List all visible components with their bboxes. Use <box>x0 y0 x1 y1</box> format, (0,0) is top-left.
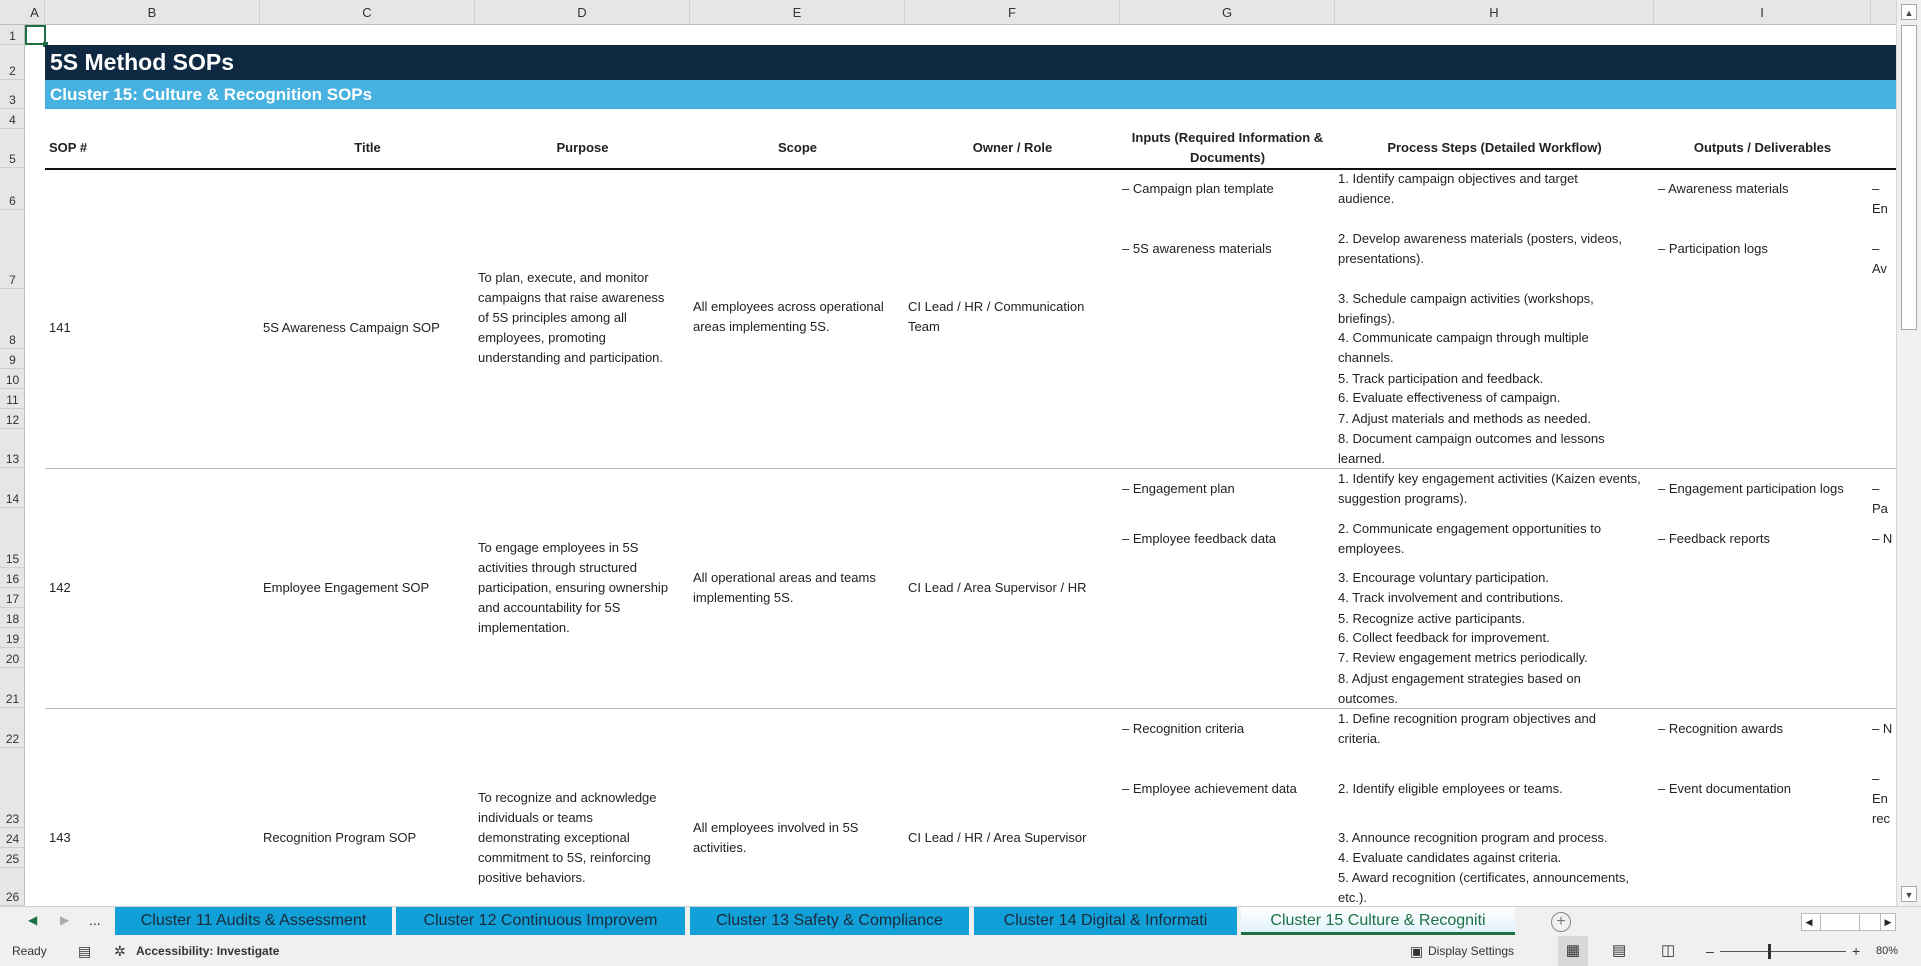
row-header-19[interactable]: 19 <box>0 628 25 648</box>
column-header-b[interactable]: B <box>45 0 260 25</box>
sop-output: – Participation logs <box>1658 241 1768 256</box>
zoom-out-icon[interactable]: – <box>1706 943 1714 959</box>
sop-purpose: To plan, execute, and monitor campaigns that raise awareness of 5S principles among all employees, promoting understanding and participation. <box>478 270 665 365</box>
header-process-steps: Process Steps (Detailed Workflow) <box>1387 140 1602 155</box>
row-headers <box>0 25 25 906</box>
scroll-down-arrow-icon[interactable]: ▼ <box>1901 886 1917 902</box>
zoom-slider[interactable] <box>1720 951 1846 952</box>
sop-owner: CI Lead / HR / Area Supervisor <box>908 830 1087 845</box>
header-inputs: Inputs (Required Information & Documents) <box>1131 130 1324 165</box>
header-title: Title <box>354 140 381 155</box>
sop-number: 143 <box>49 830 71 845</box>
header-sop-number: SOP # <box>49 140 88 155</box>
sop-process-step: 4. Evaluate candidates against criteria. <box>1338 850 1562 865</box>
normal-view-icon[interactable]: ▦ <box>1558 936 1588 966</box>
zoom-slider-handle[interactable] <box>1768 944 1771 959</box>
vertical-scrollbar[interactable] <box>1896 0 1921 906</box>
header-scope: Scope <box>777 140 817 155</box>
column-header-i[interactable]: I <box>1654 0 1871 25</box>
row-header-15[interactable]: 15 <box>0 508 25 568</box>
sop-process-step: 4. Communicate campaign through multiple channels. <box>1338 330 1589 365</box>
row-header-24[interactable]: 24 <box>0 828 25 848</box>
sop-process-step: 2. Develop awareness materials (posters, videos, presentations). <box>1338 231 1622 266</box>
row-header-13[interactable]: 13 <box>0 429 25 468</box>
column-header-c[interactable]: C <box>260 0 475 25</box>
sop-number: 141 <box>49 320 71 335</box>
column-headers <box>0 0 1896 25</box>
sheet-subtitle: Cluster 15: Culture & Recognition SOPs <box>45 80 1896 109</box>
add-sheet-icon[interactable]: + <box>1551 912 1571 932</box>
row-header-9[interactable]: 9 <box>0 349 25 369</box>
sop-scope: All operational areas and teams implementing 5S. <box>693 570 876 605</box>
scroll-left-arrow-icon[interactable]: ◀ <box>1805 917 1813 927</box>
sop-column-j-clipped: – En rec <box>1872 771 1891 826</box>
header-divider <box>45 168 1896 170</box>
header-outputs: Outputs / Deliverables <box>1693 140 1832 155</box>
sop-process-step: 2. Identify eligible employees or teams. <box>1338 781 1563 796</box>
sop-title: Recognition Program SOP <box>263 830 417 845</box>
sop-input: – Engagement plan <box>1122 481 1235 496</box>
row-header-8[interactable]: 8 <box>0 289 25 349</box>
row-header-4[interactable]: 4 <box>0 109 25 129</box>
sop-process-step: 2. Communicate engagement opportunities to employees. <box>1338 521 1602 556</box>
row-header-1[interactable]: 1 <box>0 25 25 45</box>
row-header-3[interactable]: 3 <box>0 80 25 109</box>
sop-process-step: 7. Review engagement metrics periodically. <box>1338 650 1588 665</box>
row-header-14[interactable]: 14 <box>0 468 25 508</box>
row-header-25[interactable]: 25 <box>0 848 25 868</box>
row-header-5[interactable]: 5 <box>0 129 25 168</box>
sop-column-j-clipped: – En <box>1872 181 1888 216</box>
macro-record-icon[interactable]: ▤ <box>78 943 92 959</box>
sop-process-step: 8. Document campaign outcomes and lessons learned. <box>1338 431 1605 466</box>
sop-column-j-clipped: – N <box>1872 531 1893 546</box>
sop-process-step: 1. Identify campaign objectives and target audience. <box>1338 171 1578 206</box>
row-header-21[interactable]: 21 <box>0 668 25 708</box>
sop-column-j-clipped: – Pa <box>1872 481 1888 516</box>
sop-input: – Employee feedback data <box>1122 531 1276 546</box>
column-header-a[interactable]: A <box>25 0 45 25</box>
sop-output: – Awareness materials <box>1658 181 1789 196</box>
sop-process-step: 7. Adjust materials and methods as needed. <box>1338 411 1591 426</box>
row-header-10[interactable]: 10 <box>0 369 25 389</box>
sop-title: Employee Engagement SOP <box>263 580 430 595</box>
sheet-tab-cluster-15[interactable]: Cluster 15 Culture & Recogniti <box>1241 907 1515 935</box>
sop-process-step: 8. Adjust engagement strategies based on outcomes. <box>1338 671 1581 706</box>
column-header-d[interactable]: D <box>475 0 690 25</box>
sop-column-j-clipped: – Av <box>1872 241 1887 276</box>
row-header-18[interactable]: 18 <box>0 608 25 628</box>
sheet-tab-bar <box>0 906 1921 936</box>
page-break-view-icon[interactable]: ◫ <box>1661 942 1676 959</box>
column-header-g[interactable]: G <box>1120 0 1335 25</box>
sop-process-step: 3. Encourage voluntary participation. <box>1338 570 1550 585</box>
scroll-right-arrow-icon[interactable]: ▶ <box>1880 913 1896 931</box>
row-header-23[interactable]: 23 <box>0 748 25 828</box>
status-bar <box>0 936 1921 966</box>
sop-process-step: 5. Recognize active participants. <box>1338 611 1526 626</box>
header-owner: Owner / Role <box>972 140 1053 155</box>
sheet-tab-cluster-12[interactable]: Cluster 12 Continuous Improvem <box>396 907 685 935</box>
sop-owner: CI Lead / Area Supervisor / HR <box>908 580 1087 595</box>
column-header-e[interactable]: E <box>690 0 905 25</box>
more-sheets-button[interactable]: ... <box>89 912 101 928</box>
sop-output: – Feedback reports <box>1658 531 1771 546</box>
sop-owner: CI Lead / HR / Communication Team <box>908 299 1085 334</box>
page-layout-view-icon[interactable]: ▤ <box>1612 942 1627 959</box>
row-header-20[interactable]: 20 <box>0 648 25 668</box>
sop-scope: All employees involved in 5S activities. <box>693 820 859 855</box>
zoom-in-icon[interactable]: + <box>1852 943 1861 959</box>
sop-input: – Employee achievement data <box>1122 781 1297 796</box>
zoom-level[interactable]: 80% <box>1876 945 1899 957</box>
row-header-22[interactable]: 22 <box>0 708 25 748</box>
row-header-17[interactable]: 17 <box>0 588 25 608</box>
sop-process-step: 1. Identify key engagement activities (Kaizen events, suggestion programs). <box>1338 471 1641 506</box>
prev-sheet-icon[interactable]: ◀ <box>28 913 38 927</box>
vertical-scroll-thumb[interactable] <box>1901 25 1917 330</box>
horizontal-scroll-thumb[interactable] <box>1820 914 1860 930</box>
sop-scope: All employees across operational areas implementing 5S. <box>693 299 884 334</box>
row-header-6[interactable]: 6 <box>0 168 25 210</box>
row-header-7[interactable]: 7 <box>0 210 25 289</box>
sop-input: – Recognition criteria <box>1122 721 1245 736</box>
sop-output: – Engagement participation logs <box>1658 481 1844 496</box>
next-sheet-icon[interactable]: ▶ <box>60 913 70 927</box>
sheet-title: 5S Method SOPs <box>45 45 1896 80</box>
column-header-h[interactable]: H <box>1335 0 1654 25</box>
sop-number: 142 <box>49 580 71 595</box>
sop-output: – Recognition awards <box>1658 721 1784 736</box>
sop-process-step: 3. Schedule campaign activities (workshops, briefings). <box>1338 291 1594 326</box>
row-header-2[interactable]: 2 <box>0 45 25 80</box>
sop-column-j-clipped: – N <box>1872 721 1893 736</box>
row-divider <box>45 708 1896 709</box>
sop-process-step: 3. Announce recognition program and process. <box>1338 830 1608 845</box>
row-header-11[interactable]: 11 <box>0 389 25 409</box>
header-purpose: Purpose <box>556 140 609 155</box>
column-header-f[interactable]: F <box>905 0 1120 25</box>
sop-title: 5S Awareness Campaign SOP <box>263 320 440 335</box>
sop-input: – 5S awareness materials <box>1122 241 1272 256</box>
accessibility-status[interactable]: Accessibility: Investigate <box>136 944 280 958</box>
sop-process-step: 5. Award recognition (certificates, announcements, etc.). <box>1338 870 1629 905</box>
sheet-tab-cluster-14[interactable]: Cluster 14 Digital & Informati <box>974 907 1237 935</box>
sop-process-step: 1. Define recognition program objectives and criteria. <box>1338 711 1596 746</box>
display-settings-icon[interactable]: ▣ <box>1410 943 1424 959</box>
sop-purpose: To engage employees in 5S activities through structured participation, ensuring ownership and accountability for 5S implementation. <box>478 540 669 635</box>
sop-process-step: 6. Collect feedback for improvement. <box>1338 630 1550 645</box>
sop-output: – Event documentation <box>1658 781 1791 796</box>
row-header-12[interactable]: 12 <box>0 409 25 429</box>
display-settings-button[interactable]: Display Settings <box>1428 944 1515 958</box>
row-header-26[interactable]: 26 <box>0 868 25 906</box>
sop-process-step: 5. Track participation and feedback. <box>1338 371 1544 386</box>
status-ready: Ready <box>12 944 47 958</box>
scroll-up-arrow-icon[interactable]: ▲ <box>1901 4 1917 20</box>
active-cell-a1[interactable] <box>25 25 46 45</box>
sop-purpose: To recognize and acknowledge individuals or teams demonstrating exceptional commitment to 5S, reinforcing positive behaviors. <box>478 790 657 885</box>
accessibility-icon[interactable]: ✲ <box>114 943 126 959</box>
sheet-tab-cluster-11[interactable]: Cluster 11 Audits & Assessment <box>115 907 392 935</box>
sop-process-step: 6. Evaluate effectiveness of campaign. <box>1338 390 1561 405</box>
sop-input: – Campaign plan template <box>1122 181 1274 196</box>
sheet-tab-cluster-13[interactable]: Cluster 13 Safety & Compliance <box>690 907 969 935</box>
sop-process-step: 4. Track involvement and contributions. <box>1338 590 1564 605</box>
row-header-16[interactable]: 16 <box>0 568 25 588</box>
